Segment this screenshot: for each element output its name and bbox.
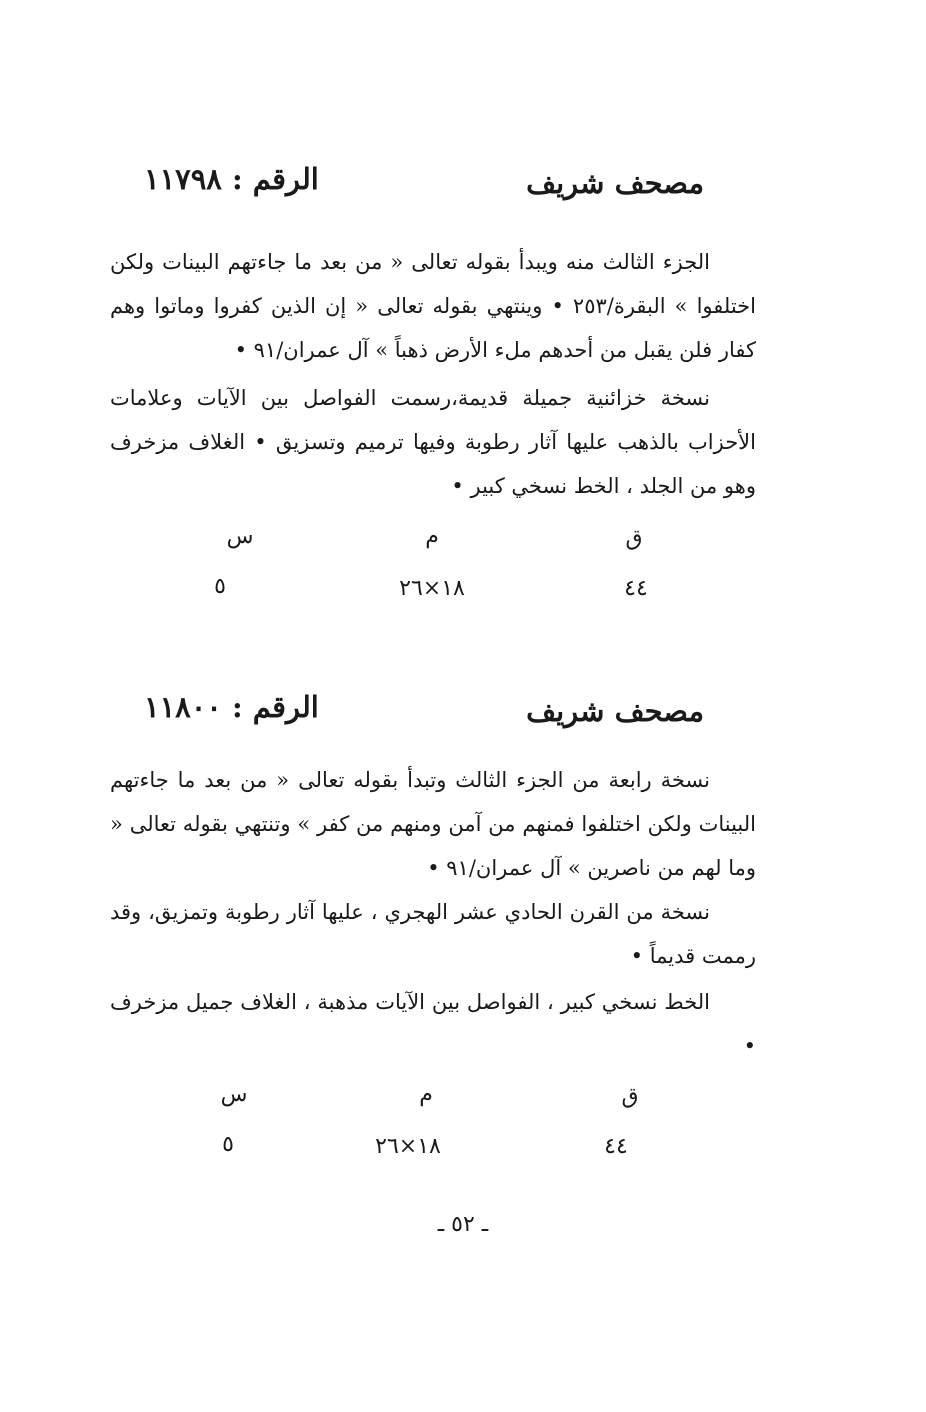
- size-label: م: [425, 524, 439, 549]
- leaves-value: ٤٤: [624, 576, 648, 601]
- entry-title: مصحف شريف: [526, 166, 704, 200]
- leaves-value: ٤٤: [604, 1134, 628, 1159]
- entry-description: الجزء الثالث منه ويبدأ بقوله تعالى « من بعد ما جاءتهم البينات ولكن اختلفوا » البقرة/٢٥٣ • وينتهي بقوله تعالى « إن الذين كفروا وماتوا وهم كفار فلن يقبل من أحدهم ملء الأرض ذهباً » آل عمران/٩١ •: [110, 250, 756, 362]
- size-value: ١٨×٢٦: [375, 1134, 441, 1159]
- entry-measurements: [0, 1072, 926, 1182]
- entry-measurements: [0, 514, 926, 624]
- entry-heading: [0, 688, 926, 738]
- catalog-entry-11798: [0, 160, 926, 624]
- size-label: م: [419, 1082, 433, 1107]
- entry-number: الرقم : ١١٧٩٨: [144, 162, 319, 196]
- lines-label: س: [226, 524, 254, 549]
- page-number: ـ ٥٢ ـ: [437, 1212, 489, 1237]
- lines-value: ٥: [214, 574, 226, 599]
- leaves-label: ق: [625, 526, 643, 551]
- entry-condition: نسخة خزائنية جميلة قديمة،رسمت الفواصل بين الآيات وعلامات الأحزاب بالذهب عليها آثار رطوبة وفيها ترميم وتسزيق • الغلاف مزخرف وهو من الجلد ، الخط نسخي كبير •: [110, 386, 756, 498]
- entry-title: مصحف شريف: [526, 694, 704, 728]
- catalog-entry-11800: [0, 688, 926, 1182]
- entry-description: نسخة رابعة من الجزء الثالث وتبدأ بقوله تعالى « من بعد ما جاءتهم البينات ولكن اختلفوا فمنهم من آمن ومنهم من كفر » وتنتهي بقوله تعالى « وما لهم من ناصرين » آل عمران/٩١ •: [110, 768, 756, 880]
- leaves-label: ق: [621, 1084, 639, 1109]
- entry-condition: نسخة من القرن الحادي عشر الهجري ، عليها آثار رطوبة وتمزيق، وقد رممت قديماً •: [110, 900, 756, 968]
- entry-script-binding: الخط نسخي كبير ، الفواصل بين الآيات مذهبة ، الغلاف جميل مزخرف •: [110, 990, 756, 1058]
- entry-number: الرقم : ١١٨٠٠: [144, 690, 319, 724]
- entry-heading: [0, 160, 926, 210]
- size-value: ١٨×٢٦: [399, 576, 465, 601]
- lines-label: س: [220, 1082, 248, 1107]
- lines-value: ٥: [222, 1132, 234, 1157]
